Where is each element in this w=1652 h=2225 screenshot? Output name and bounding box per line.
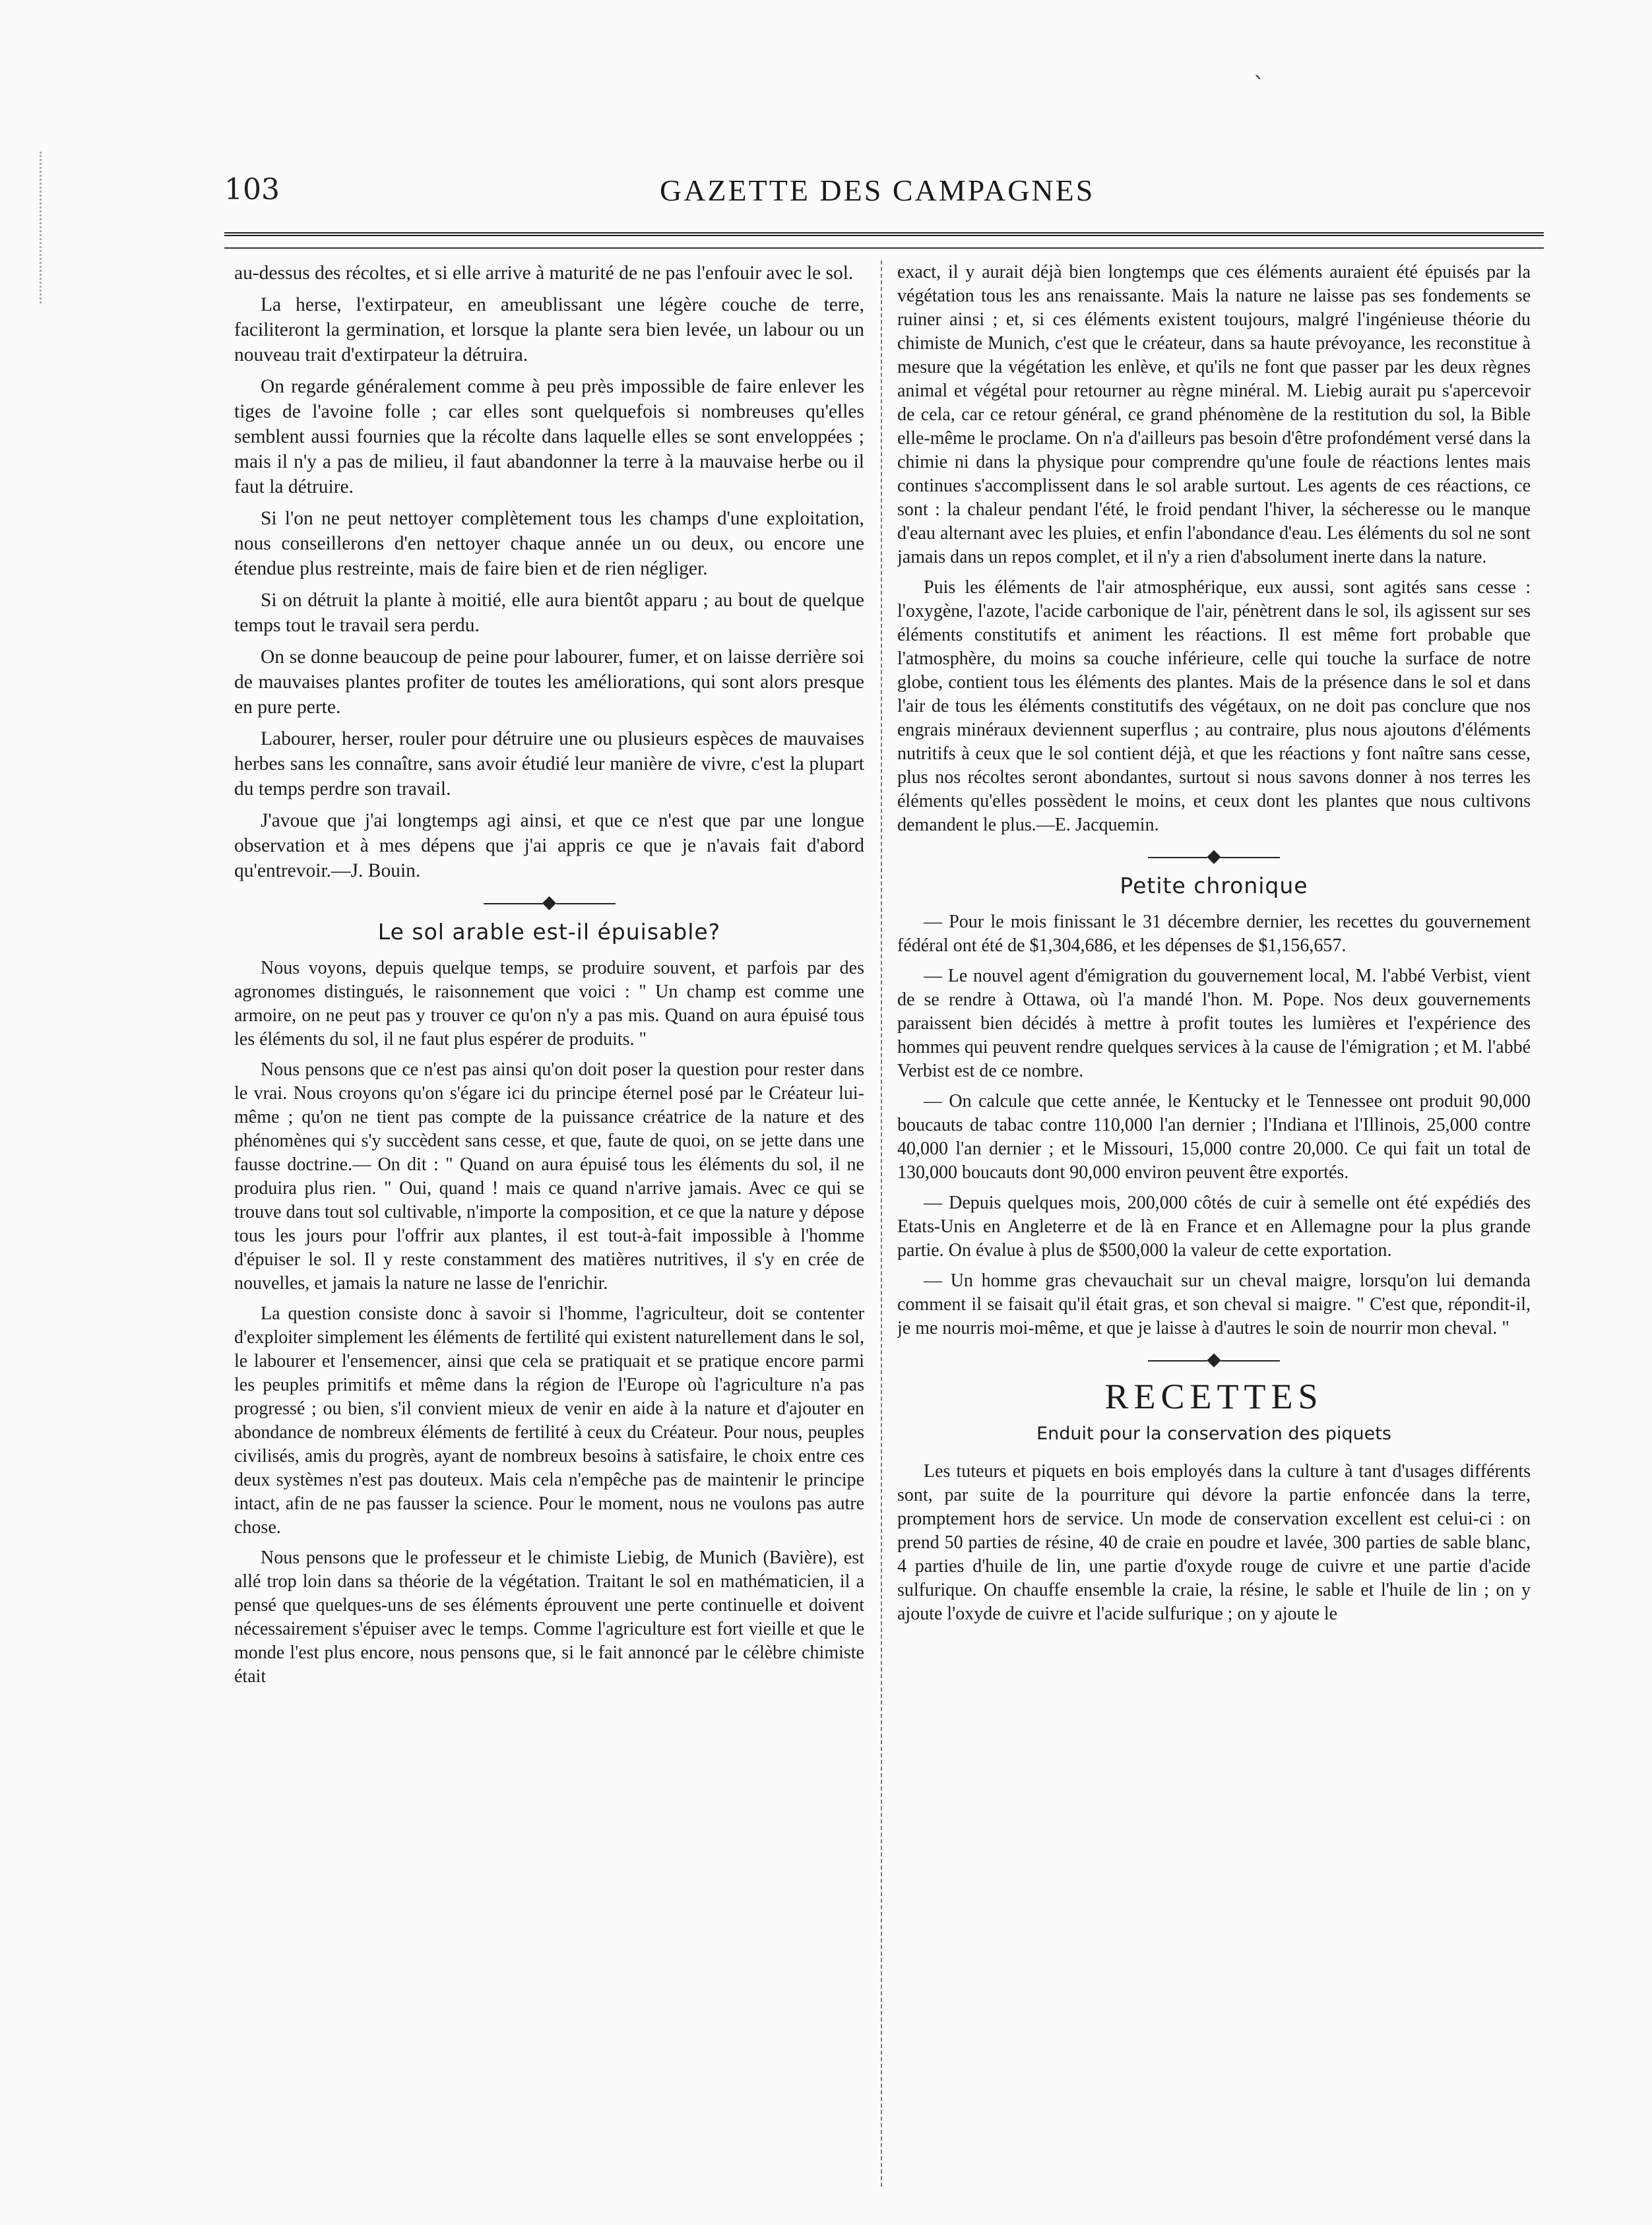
paragraph: On regarde généralement comme à peu près impossible de faire enlever les tiges de l'avoine folle ; car elles sont quelquefois si nombreuses qu'elles semblent aussi fournies que la récolte dans laquelle elles se sont enveloppées ; mais il n'y a pas de milieu, il faut abandonner la terre à la mauvaise herbe ou il faut la détruire. (234, 376, 864, 497)
paragraph: Nous voyons, depuis quelque temps, se produire souvent, et parfois par des agronomes distingués, le raisonnement que voici : " Un champ est comme une armoire, on ne peut pas y trouver ce qu'on n'y a pas mis. Quand on aura épuisé tous les éléments du sol, il ne faut plus espérer de produits. " (234, 958, 864, 1050)
right-column (897, 261, 1531, 2187)
section-title: Le sol arable est-il épuisable? (377, 919, 721, 945)
paragraph: Si l'on ne peut nettoyer complètement tous les champs d'une exploitation, nous conseillerons d'en nettoyer chaque année un ou deux, ou encore une étendue plus restreinte, mais de faire bien et de rien négliger. (234, 508, 864, 579)
ornament-glyph: ◆ (542, 893, 556, 912)
paragraph: On se donne beaucoup de peine pour labourer, fumer, et on laisse derrière soi de mauvaises plantes profiter de toutes les améliorations, qui sont alors presque en pure perte. (234, 646, 864, 718)
paragraph: J'avoue que j'ai longtemps agi ainsi, et que ce n'est que par une longue observation et à mes dépens que j'ai appris ce que je n'avais fait d'abord qu'entrevoir.—J. Bouin. (234, 810, 864, 881)
paragraph: Nous pensons que le professeur et le chimiste Liebig, de Munich (Bavière), est allé trop loin dans sa théorie de la végétation. Traitant le sol en mathématicien, il a pensé que quelques-uns de ses éléments éprouvent une perte continuelle et doivent nécessairement s'épuiser avec le temps. Comme l'agriculture est fort vieille et que le monde l'est plus encore, nous pensons que, si le fait annoncé par le célèbre chimiste était (234, 1548, 864, 1687)
chronique-title: Petite chronique (1120, 873, 1308, 898)
recettes-title: RECETTES (1104, 1377, 1323, 1416)
chronique-item: — Depuis quelques mois, 200,000 côtés de cuir à semelle ont été expédiés des Etats-Unis en Angleterre et de là en France et en Allemagne pour la plus grande partie. On évalue à plus de $500,000 la valeur de cette exportation. (897, 1193, 1531, 1261)
scan-mark: ` (1254, 73, 1265, 99)
header-rule-thin (224, 247, 1544, 249)
header-rule (224, 232, 1544, 239)
page-title: GAZETTE DES CAMPAGNES (660, 173, 1095, 207)
paragraph: Si on détruit la plante à moitié, elle aura bientôt apparu ; au bout de quelque temps tout le travail sera perdu. (234, 590, 864, 636)
paragraph: exact, il y aurait déjà bien longtemps que ces éléments auraient été épuisés par la végétation tous les ans renaissante. Mais la nature ne laisse pas ses fondements se ruiner ainsi ; et, si ces éléments existent toujours, malgré l'ingénieuse théorie du chimiste de Munich, c'est que le créateur, dans sa haute prévoyance, les reconstitue à mesure que la végétation les enlève, et qu'ils ne font que passer par les deux règnes animal et végétal pour retourner au règne minéral. M. Liebig aurait pu s'apercevoir de cela, car ce retour général, ce grand phénomène de la restitution du sol, la Bible elle-même le proclame. On n'a d'ailleurs pas besoin d'être profondément versé dans la chimie ni dans la physique pour comprendre qu'une foule de réactions lentes mais continues s'accomplissent dans le sol arable surtout. Les agents de ces réactions, ce sont : la chaleur pendant l'été, le froid pendant l'hiver, la sécheresse ou le manque d'eau alternant avec les pluies, et enfin l'abondance d'eau. Les éléments du sol ne sont jamais dans un repos complet, et il n'y a rien d'absolument inerte dans la nature. (897, 262, 1531, 567)
chronique-item: — On calcule que cette année, le Kentucky et le Tennessee ont produit 90,000 boucauts de tabac contre 110,000 l'an dernier ; l'Indiana et l'Illinois, 25,000 contre 40,000 l'an dernier ; et le Missouri, 15,000 contre 20,000. Ce qui fait un total de 130,000 boucauts dont 90,000 environ peuvent être exportés. (897, 1091, 1531, 1183)
page-number: 103 (224, 173, 280, 206)
paragraph: au-dessus des récoltes, et si elle arrive à maturité de ne pas l'enfouir avec le sol. (234, 263, 854, 284)
column-divider (881, 261, 882, 2187)
ornament-glyph: ◆ (1207, 846, 1221, 865)
section-ornament (897, 846, 1531, 866)
recettes-subtitle: Enduit pour la conservation des piquets (1036, 1424, 1391, 1444)
chronique-item: — Pour le mois finissant le 31 décembre dernier, les recettes du gouvernement fédéral ont été de $1,304,686, et les dépenses de $1,156,657. (897, 912, 1531, 956)
paragraph: Labourer, herser, rouler pour détruire une ou plusieurs espèces de mauvaises herbes sans les connaître, sans avoir étudié leur manière de vivre, c'est la plupart du temps perdre son travail. (234, 728, 864, 799)
paragraph: Puis les éléments de l'air atmosphérique, eux aussi, sont agités sans cesse : l'oxygène, l'azote, l'acide carbonique de l'air, pénètrent dans le sol, ils agissent sur ses éléments constitutifs et animent les réactions. Il est même fort probable que l'atmosphère, du moins sa couche inférieure, celle qui touche la surface de notre globe, contient tous les éléments des plantes. Mais de la présence dans le sol et dans l'air de tous les éléments constitutifs des végétaux, on ne doit pas conclure que nos engrais minéraux deviennent superflus ; au contraire, plus nous ajoutons d'éléments nutritifs à ceux que le sol contient déjà, et que les réactions y font naître sans cesse, plus nos récoltes seront abondantes, surtout si nous savons donner à nos terres les éléments qu'elles possèdent le moins, et ceux dont les plantes que nous cultivons demandent le plus.—E. Jacquemin. (897, 577, 1531, 835)
left-column (234, 261, 864, 2187)
paragraph: La herse, l'extirpateur, en ameublissant une légère couche de terre, faciliteront la germination, et lorsque la plante sera bien levée, un labour ou un nouveau trait d'extirpateur la détruira. (234, 294, 864, 365)
section-ornament (234, 893, 864, 912)
chronique-item: — Le nouvel agent d'émigration du gouvernement local, M. l'abbé Verbist, vient de se rendre à Ottawa, où l'a mandé l'hon. M. Pope. Nos deux gouvernements paraissent bien décidés à mettre à profit toutes les lumières et l'expérience des hommes qui peuvent rendre quelques services à la cause de l'émigration ; et M. l'abbé Verbist est de ce nombre. (897, 966, 1531, 1081)
chronique-item: — Un homme gras chevauchait sur un cheval maigre, lorsqu'on lui demanda comment il se faisait qu'il était gras, et son cheval si maigre. " C'est que, répondit-il, je me nourris moi-même, et que je laisse à d'autres le soin de nourrir mon cheval. " (897, 1270, 1531, 1338)
paragraph: Les tuteurs et piquets en bois employés dans la culture à tant d'usages différents sont, par suite de la pourriture qui dévore la partie enfoncée dans la terre, promptement hors de service. Un mode de conservation excellent est celui-ci : on prend 50 parties de résine, 40 de craie en poudre et lavée, 300 parties de sable blanc, 4 parties d'huile de lin, une partie d'oxyde rouge de cuivre et une partie d'acide sulfurique. On chauffe ensemble la craie, la résine, le sable et l'huile de lin ; on y ajoute l'oxyde de cuivre et l'acide sulfurique ; on y ajoute le (897, 1461, 1531, 1624)
paragraph: La question consiste donc à savoir si l'homme, l'agriculteur, doit se contenter d'exploiter simplement les éléments de fertilité qui existent naturellement dans le sol, le labourer et l'ensemencer, ainsi que cela se pratiquait et se pratique encore parmi les peuples primitifs et même dans la région de l'Europe où l'agriculture n'a pas progressé ; ou bien, s'il convient mieux de venir en aide à la nature et d'ajouter en abondance de nombreux éléments de fertilité à ceux du Créateur. Pour nous, peuples civilisés, amis du progrès, ayant de nombreux besoins à satisfaire, le choix entre ces deux systèmes n'est pas douteux. Mais cela n'empêche pas de maintenir le principe intact, afin de ne pas fausser la science. Pour le moment, nous ne voulons pas autre chose. (234, 1303, 864, 1538)
paragraph: Nous pensons que ce n'est pas ainsi qu'on doit poser la question pour rester dans le vrai. Nous croyons qu'on s'égare ici du principe éternel posé par le Créateur lui-même ; qu'on ne tient pas compte de la puissance créatrice de la nature et des phénomènes qui s'y succèdent sans cesse, et que, faute de quoi, on se jette dans une fausse doctrine.— On dit : " Quand on aura épuisé tous les éléments du sol, il ne produira plus rien. " Oui, quand ! mais ce quand n'arrive jamais. Avec ce qui se trouve dans tout sol cultivable, n'importe la composition, et ce que la nature y dépose tous les jours pour l'offrir aux plantes, il est tout-à-fait impossible à l'homme d'épuiser le sol. Il y reste constamment des matières nutritives, il s'y en crée de nouvelles, et jamais la nature ne lasse de l'enrichir. (234, 1059, 864, 1294)
section-ornament (897, 1350, 1531, 1369)
ornament-glyph: ◆ (1207, 1350, 1221, 1369)
scan-margin-dots (40, 152, 43, 303)
